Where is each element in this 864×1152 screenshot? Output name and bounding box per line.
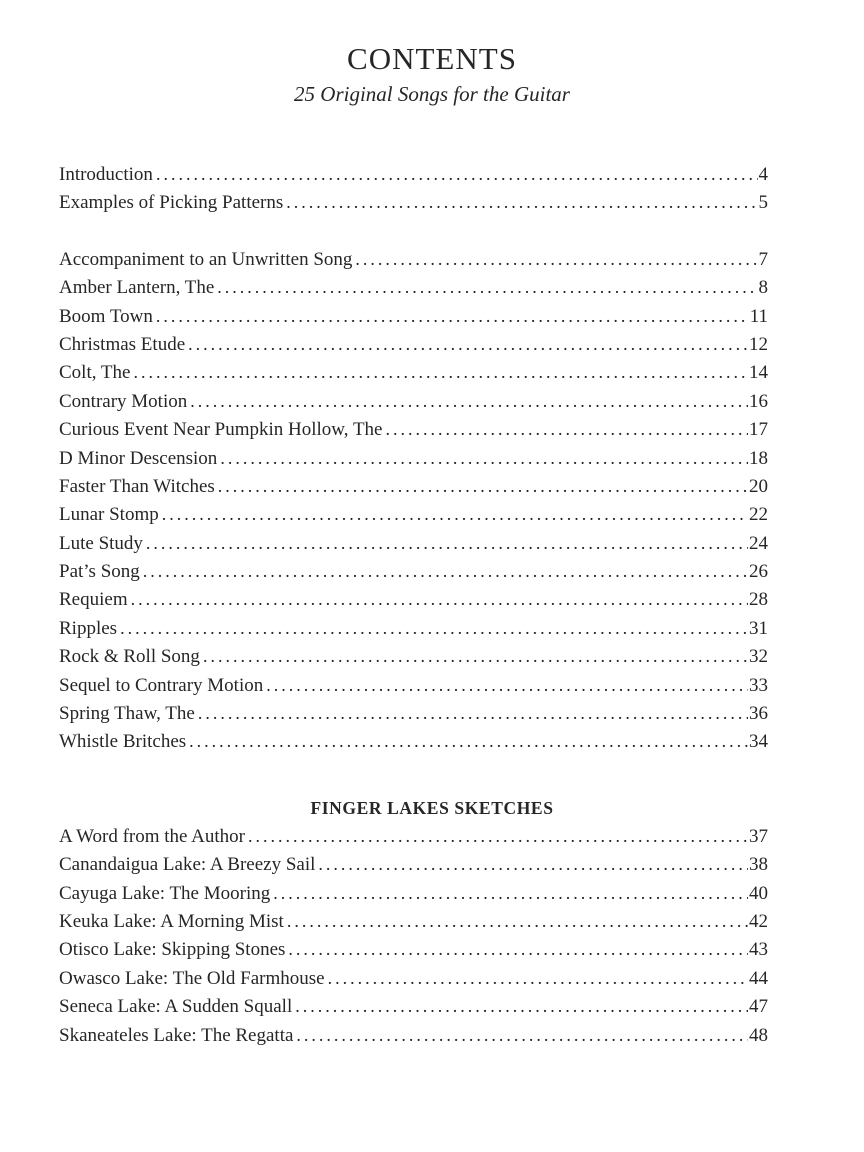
toc-entry-title: Cayuga Lake: The Mooring: [59, 882, 271, 904]
toc-entry-title: Introduction: [59, 164, 153, 185]
toc-row: [59, 358, 768, 386]
toc-row: [59, 727, 768, 755]
toc-page-number: 31: [749, 617, 768, 639]
toc-leader-dots: [203, 642, 748, 671]
toc-page-number: 40: [749, 882, 768, 904]
toc-entry-title: Pat’s Song: [59, 561, 140, 583]
toc-row: [59, 614, 768, 642]
toc: [59, 160, 768, 1049]
toc-leader-dots: [120, 614, 748, 643]
toc-row: [59, 444, 768, 472]
toc-entry-title: Spring Thaw, The: [59, 703, 195, 725]
toc-page-number: 17: [749, 419, 768, 441]
toc-row: [59, 585, 768, 613]
toc-page-number: 34: [749, 731, 768, 753]
toc-entry-title: Seneca Lake: A Sudden Squall: [59, 996, 293, 1018]
toc-entry-title: Ripples: [59, 617, 118, 639]
toc-row: [59, 879, 768, 907]
toc-page-number: 20: [749, 475, 768, 497]
toc-row: [59, 1021, 768, 1049]
toc-leader-dots: [189, 727, 748, 756]
toc-leader-dots: [188, 330, 748, 359]
toc-row: [59, 964, 768, 992]
toc-row: [59, 273, 768, 301]
toc-page-number: 4: [758, 164, 768, 185]
toc-page-number: 11: [749, 305, 768, 327]
toc-leader-dots: [386, 415, 749, 444]
toc-entry-title: Skaneateles Lake: The Regatta: [59, 1024, 294, 1046]
toc-row: [59, 500, 768, 528]
toc-leader-dots: [156, 302, 749, 331]
toc-row: [59, 642, 768, 670]
toc-page-number: 44: [749, 967, 768, 989]
toc-entry-title: A Word from the Author: [59, 825, 245, 847]
toc-entry-title: Examples of Picking Patterns: [59, 192, 284, 214]
toc-leader-dots: [198, 699, 748, 728]
toc-leader-dots: [162, 500, 748, 529]
toc-page-number: 33: [749, 674, 768, 696]
toc-row: [59, 160, 768, 188]
toc-leader-dots: [296, 1021, 748, 1050]
toc-leader-dots: [217, 273, 757, 302]
toc-page-number: 18: [749, 447, 768, 469]
toc-page-number: 37: [749, 825, 768, 847]
toc-page-number: 48: [749, 1024, 768, 1046]
toc-row: [59, 822, 768, 850]
toc-row: [59, 302, 768, 330]
toc-row: [59, 245, 768, 273]
toc-entry-title: Amber Lantern, The: [59, 277, 215, 299]
toc-entry-title: Lunar Stomp: [59, 504, 159, 526]
toc-entry-title: Boom Town: [59, 305, 153, 327]
toc-leader-dots: [220, 444, 748, 473]
toc-row: [59, 557, 768, 585]
toc-leader-dots: [190, 387, 748, 416]
toc-page-number: 43: [749, 939, 768, 961]
page-subtitle: 25 Original Songs for the Guitar: [294, 82, 570, 106]
toc-section: [59, 160, 768, 217]
toc-leader-dots: [355, 245, 757, 274]
toc-entry-title: Canandaigua Lake: A Breezy Sail: [59, 854, 316, 876]
page-title: CONTENTS: [347, 41, 517, 76]
toc-entry-title: Colt, The: [59, 362, 131, 384]
toc-entry-title: Keuka Lake: A Morning Mist: [59, 910, 284, 932]
toc-leader-dots: [295, 992, 748, 1021]
toc-entry-title: Whistle Britches: [59, 731, 187, 753]
toc-leader-dots: [156, 160, 758, 189]
toc-page-number: 26: [749, 561, 768, 583]
toc-entry-title: Contrary Motion: [59, 390, 188, 412]
toc-entry-title: Rock & Roll Song: [59, 646, 200, 668]
toc-leader-dots: [248, 822, 748, 851]
toc-page-number: 5: [758, 192, 768, 214]
toc-page-number: 47: [749, 996, 768, 1018]
toc-row: [59, 699, 768, 727]
toc-leader-dots: [133, 358, 748, 387]
toc-leader-dots: [266, 671, 748, 700]
toc-row: [59, 671, 768, 699]
toc-page-number: 8: [758, 277, 768, 299]
toc-page-number: 24: [749, 532, 768, 554]
toc-leader-dots: [287, 907, 748, 936]
toc-page-number: 12: [749, 333, 768, 355]
toc-page-number: 14: [749, 362, 768, 384]
toc-row: [59, 529, 768, 557]
toc-page-number: 38: [749, 854, 768, 876]
toc-row: [59, 387, 768, 415]
toc-section: [59, 796, 768, 1049]
toc-page-number: 42: [749, 910, 768, 932]
toc-row: [59, 415, 768, 443]
toc-leader-dots: [318, 850, 748, 879]
title-block: [0, 0, 864, 108]
toc-entry-title: Curious Event Near Pumpkin Hollow, The: [59, 419, 383, 441]
toc-row: [59, 907, 768, 935]
toc-leader-dots: [218, 472, 748, 501]
toc-leader-dots: [286, 188, 757, 217]
toc-page-number: 28: [749, 589, 768, 611]
toc-entry-title: Faster Than Witches: [59, 475, 215, 497]
toc-page-number: 16: [749, 390, 768, 412]
toc-entry-title: Owasco Lake: The Old Farmhouse: [59, 967, 325, 989]
toc-section: [59, 245, 768, 756]
toc-entry-title: Requiem: [59, 589, 128, 611]
toc-page-number: 32: [749, 646, 768, 668]
toc-leader-dots: [131, 585, 748, 614]
toc-leader-dots: [273, 879, 748, 908]
toc-row: [59, 992, 768, 1020]
toc-page-number: 7: [758, 248, 768, 270]
toc-leader-dots: [288, 935, 748, 964]
toc-row: [59, 935, 768, 963]
toc-entry-title: Accompaniment to an Unwritten Song: [59, 248, 353, 270]
section-heading: FINGER LAKES SKETCHES: [310, 797, 554, 818]
toc-leader-dots: [146, 529, 748, 558]
toc-entry-title: Lute Study: [59, 532, 143, 554]
toc-entry-title: D Minor Descension: [59, 447, 218, 469]
toc-entry-title: Sequel to Contrary Motion: [59, 674, 264, 696]
toc-entry-title: Otisco Lake: Skipping Stones: [59, 939, 286, 961]
toc-row: [59, 472, 768, 500]
toc-row: [59, 850, 768, 878]
toc-leader-dots: [143, 557, 748, 586]
toc-page-number: 22: [749, 504, 768, 526]
toc-row: [59, 188, 768, 216]
toc-page-number: 36: [749, 703, 768, 725]
toc-row: [59, 330, 768, 358]
toc-leader-dots: [328, 964, 748, 993]
toc-entry-title: Christmas Etude: [59, 333, 186, 355]
